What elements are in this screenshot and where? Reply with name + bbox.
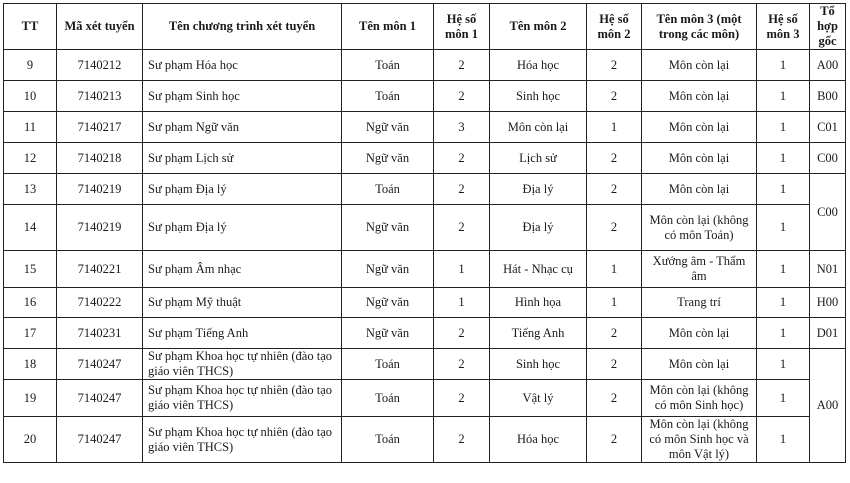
cell-mon-2: Hình họa [490,288,587,318]
cell-to-hop: A00 [810,349,846,463]
cell-he-so-3: 1 [757,174,810,205]
cell-he-so-1: 2 [434,318,490,349]
table-row [4,205,846,251]
cell-ma: 7140221 [57,251,143,288]
cell-he-so-1: 2 [434,81,490,112]
cell-tt: 10 [4,81,57,112]
cell-he-so-1: 2 [434,349,490,380]
cell-tt: 11 [4,112,57,143]
cell-mon-1: Ngữ văn [342,288,434,318]
header-he-so-mon-1: Hệ số môn 1 [434,4,490,50]
cell-mon-1: Toán [342,417,434,463]
cell-ma: 7140213 [57,81,143,112]
cell-tt: 17 [4,318,57,349]
cell-ten-chuong-trinh: Sư phạm Lịch sử [143,143,342,174]
cell-mon-2: Địa lý [490,174,587,205]
header-he-so-mon-2: Hệ số môn 2 [587,4,642,50]
table-row [4,380,846,417]
cell-mon-3: Môn còn lại [642,318,757,349]
cell-to-hop: N01 [810,251,846,288]
cell-mon-3: Môn còn lại (không có môn Toán) [642,205,757,251]
cell-ma: 7140212 [57,50,143,81]
cell-mon-2: Địa lý [490,205,587,251]
cell-to-hop: A00 [810,50,846,81]
cell-tt: 13 [4,174,57,205]
cell-he-so-2: 2 [587,81,642,112]
cell-tt: 20 [4,417,57,463]
cell-ten-chuong-trinh: Sư phạm Ngữ văn [143,112,342,143]
cell-to-hop: D01 [810,318,846,349]
table-row [4,174,846,205]
cell-mon-1: Ngữ văn [342,205,434,251]
header-ma-xet-tuyen: Mã xét tuyển [57,4,143,50]
cell-mon-2: Sinh học [490,349,587,380]
header-ten-mon-2: Tên môn 2 [490,4,587,50]
table-row [4,81,846,112]
cell-tt: 15 [4,251,57,288]
cell-mon-1: Toán [342,81,434,112]
cell-he-so-1: 2 [434,205,490,251]
cell-ma: 7140218 [57,143,143,174]
cell-mon-3: Môn còn lại (không có môn Sinh học và môn Vật lý) [642,417,757,463]
cell-mon-1: Ngữ văn [342,143,434,174]
table-row [4,349,846,380]
admission-table [3,3,846,463]
cell-mon-3: Môn còn lại [642,349,757,380]
cell-ten-chuong-trinh: Sư phạm Âm nhạc [143,251,342,288]
cell-ten-chuong-trinh: Sư phạm Khoa học tự nhiên (đào tạo giáo viên THCS) [143,380,342,417]
cell-mon-2: Lịch sử [490,143,587,174]
cell-tt: 18 [4,349,57,380]
cell-mon-3: Xướng âm - Thẩm âm [642,251,757,288]
cell-tt: 14 [4,205,57,251]
cell-to-hop: H00 [810,288,846,318]
cell-he-so-3: 1 [757,417,810,463]
cell-mon-2: Hóa học [490,417,587,463]
cell-mon-2: Hát - Nhạc cụ [490,251,587,288]
cell-ma: 7140231 [57,318,143,349]
cell-mon-3: Môn còn lại [642,81,757,112]
header-row [4,4,846,50]
cell-he-so-1: 1 [434,251,490,288]
cell-tt: 16 [4,288,57,318]
table-row [4,417,846,463]
cell-he-so-3: 1 [757,349,810,380]
cell-he-so-1: 2 [434,174,490,205]
cell-he-so-3: 1 [757,50,810,81]
cell-he-so-1: 2 [434,50,490,81]
cell-mon-2: Hóa học [490,50,587,81]
cell-he-so-3: 1 [757,112,810,143]
cell-he-so-2: 2 [587,417,642,463]
cell-mon-1: Ngữ văn [342,251,434,288]
cell-he-so-3: 1 [757,143,810,174]
cell-he-so-2: 1 [587,112,642,143]
cell-ten-chuong-trinh: Sư phạm Khoa học tự nhiên (đào tạo giáo viên THCS) [143,417,342,463]
cell-he-so-1: 1 [434,288,490,318]
cell-mon-2: Môn còn lại [490,112,587,143]
cell-ma: 7140222 [57,288,143,318]
cell-he-so-2: 2 [587,380,642,417]
cell-mon-3: Trang trí [642,288,757,318]
cell-mon-2: Tiếng Anh [490,318,587,349]
cell-ma: 7140217 [57,112,143,143]
cell-mon-1: Toán [342,349,434,380]
cell-he-so-2: 1 [587,288,642,318]
cell-ten-chuong-trinh: Sư phạm Sinh học [143,81,342,112]
cell-mon-1: Ngữ văn [342,112,434,143]
cell-he-so-1: 2 [434,417,490,463]
cell-he-so-2: 2 [587,174,642,205]
cell-he-so-3: 1 [757,380,810,417]
cell-he-so-1: 3 [434,112,490,143]
cell-ma: 7140219 [57,174,143,205]
cell-to-hop: C00 [810,143,846,174]
cell-ten-chuong-trinh: Sư phạm Địa lý [143,205,342,251]
table-row [4,50,846,81]
cell-ma: 7140247 [57,417,143,463]
cell-to-hop: C00 [810,174,846,251]
cell-tt: 19 [4,380,57,417]
cell-he-so-1: 2 [434,380,490,417]
cell-mon-3: Môn còn lại [642,50,757,81]
cell-he-so-3: 1 [757,251,810,288]
cell-mon-1: Toán [342,380,434,417]
header-ten-mon-1: Tên môn 1 [342,4,434,50]
cell-tt: 12 [4,143,57,174]
cell-mon-3: Môn còn lại [642,174,757,205]
table-row [4,112,846,143]
cell-he-so-3: 1 [757,81,810,112]
cell-he-so-2: 2 [587,143,642,174]
cell-ma: 7140219 [57,205,143,251]
cell-mon-3: Môn còn lại (không có môn Sinh học) [642,380,757,417]
cell-ten-chuong-trinh: Sư phạm Tiếng Anh [143,318,342,349]
cell-ten-chuong-trinh: Sư phạm Mỹ thuật [143,288,342,318]
cell-he-so-3: 1 [757,288,810,318]
cell-ma: 7140247 [57,380,143,417]
cell-ten-chuong-trinh: Sư phạm Khoa học tự nhiên (đào tạo giáo viên THCS) [143,349,342,380]
header-ten-chuong-trinh: Tên chương trình xét tuyển [143,4,342,50]
cell-he-so-3: 1 [757,318,810,349]
cell-mon-1: Toán [342,50,434,81]
cell-ten-chuong-trinh: Sư phạm Địa lý [143,174,342,205]
cell-he-so-3: 1 [757,205,810,251]
cell-to-hop: C01 [810,112,846,143]
cell-to-hop: B00 [810,81,846,112]
cell-mon-2: Sinh học [490,81,587,112]
cell-mon-3: Môn còn lại [642,143,757,174]
cell-mon-1: Ngữ văn [342,318,434,349]
cell-he-so-2: 1 [587,251,642,288]
header-tt: TT [4,4,57,50]
cell-he-so-2: 2 [587,318,642,349]
cell-mon-3: Môn còn lại [642,112,757,143]
cell-mon-1: Toán [342,174,434,205]
table-row [4,251,846,288]
table-row [4,288,846,318]
cell-he-so-2: 2 [587,205,642,251]
cell-he-so-1: 2 [434,143,490,174]
cell-ma: 7140247 [57,349,143,380]
table-row [4,143,846,174]
cell-he-so-2: 2 [587,349,642,380]
header-ten-mon-3: Tên môn 3 (một trong các môn) [642,4,757,50]
cell-ten-chuong-trinh: Sư phạm Hóa học [143,50,342,81]
cell-he-so-2: 2 [587,50,642,81]
cell-tt: 9 [4,50,57,81]
header-he-so-mon-3: Hệ số môn 3 [757,4,810,50]
cell-mon-2: Vật lý [490,380,587,417]
header-to-hop-goc: Tổ hợp gốc [810,4,846,50]
table-row [4,318,846,349]
